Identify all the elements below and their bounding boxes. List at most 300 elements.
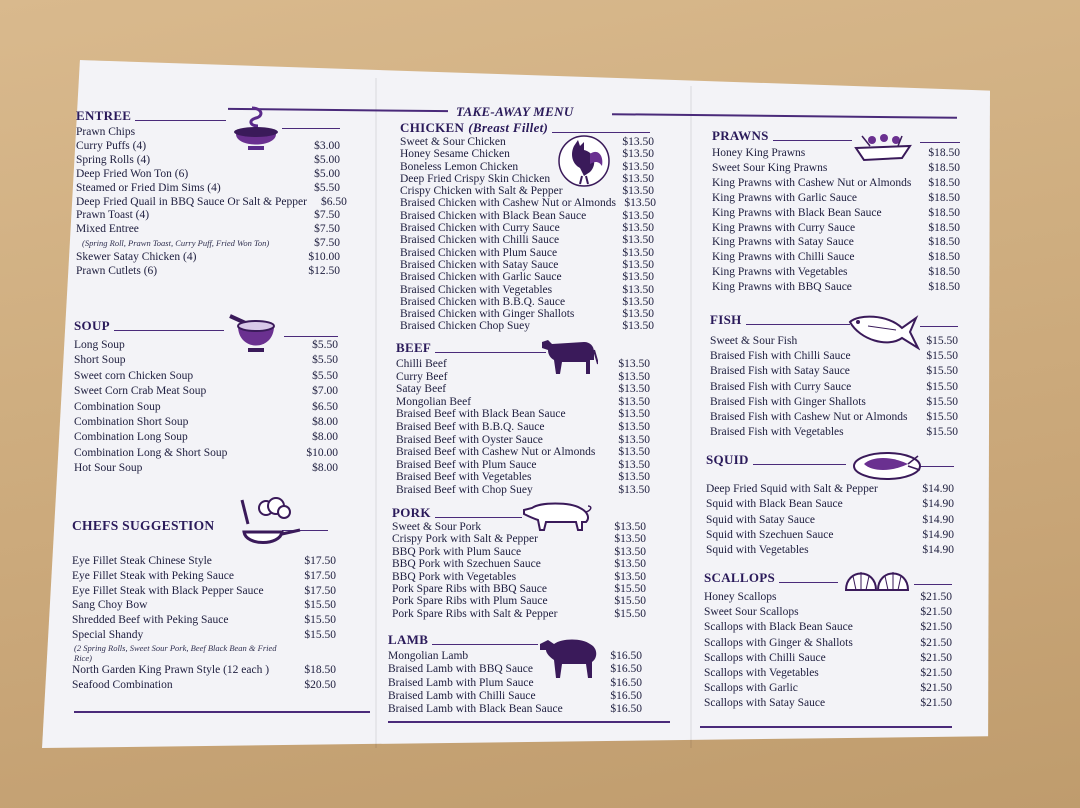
menu-item-name: Boneless Lemon Chicken	[400, 160, 519, 173]
menu-item	[400, 247, 654, 259]
menu-item-price: $18.50	[928, 206, 960, 219]
menu-item	[392, 608, 646, 620]
menu-item-name: King Prawns with Satay Sauce	[712, 236, 854, 249]
menu-item-price: $15.50	[304, 599, 336, 612]
menu-item-name: Mixed Entree	[76, 223, 139, 236]
menu-item	[400, 234, 654, 246]
menu-item-name: Sweet Sour King Prawns	[712, 161, 828, 174]
menu-item-name: Sweet & Sour Fish	[710, 335, 798, 347]
menu-item	[712, 191, 960, 206]
menu-item-name: Curry Beef	[396, 370, 448, 383]
menu-item-name: Satay Beef	[396, 383, 447, 396]
scallops-heading: SCALLOPS	[704, 570, 776, 585]
menu-item-name: Scallops with Chilli Sauce	[704, 651, 826, 664]
menu-item-price: $17.50	[304, 555, 336, 567]
menu-item	[704, 620, 952, 635]
menu-item	[396, 434, 650, 447]
menu-item-price: $21.50	[920, 591, 952, 603]
menu-item-name: Deep Fried Quail in BBQ Sauce Or Salt & Pepper	[76, 195, 307, 208]
menu-item-price: $21.50	[920, 636, 952, 649]
menu-item	[706, 543, 954, 558]
wok-chef-icon	[236, 494, 302, 550]
menu-item-price: $15.50	[926, 335, 958, 347]
menu-item-price: $16.50	[610, 689, 642, 702]
dish-steam-icon	[232, 104, 280, 154]
menu-item	[704, 605, 952, 620]
menu-item	[388, 650, 642, 663]
bottom-rule	[74, 711, 370, 713]
menu-item-price: $18.50	[928, 281, 960, 294]
menu-item-name: Short Soup	[74, 354, 126, 367]
menu-item-name: Honey Sesame Chicken	[400, 148, 510, 161]
menu-item-name: Prawn Cutlets (6)	[76, 265, 158, 278]
menu-item	[400, 259, 654, 271]
menu-item	[76, 140, 340, 154]
menu-item-name: Skewer Satay Chicken (4)	[76, 251, 197, 264]
menu-item-name: Braised Beef with Vegetables	[396, 471, 532, 484]
menu-item-name: Prawn Chips	[76, 126, 136, 138]
menu-item-name: Sang Choy Bow	[72, 599, 148, 612]
menu-item	[72, 554, 336, 569]
menu-item-price: $12.50	[308, 265, 340, 278]
menu-item	[400, 296, 654, 308]
menu-item-name: Sweet corn Chicken Soup	[74, 369, 194, 382]
menu-item-name: Braised Chicken with Black Bean Sauce	[400, 209, 587, 222]
squid-heading: SQUID	[706, 452, 749, 467]
menu-item	[74, 430, 338, 445]
menu-item-price: $21.50	[920, 606, 952, 619]
menu-item	[710, 334, 958, 349]
prawn-platter-icon	[852, 128, 914, 164]
menu-item-price: $13.50	[622, 222, 654, 235]
menu-item-name: Deep Fried Crispy Skin Chicken	[400, 172, 551, 185]
menu-item-name: Eye Fillet Steak with Peking Sauce	[72, 569, 234, 582]
menu-item-price: $5.50	[312, 339, 338, 351]
menu-item-price: $14.90	[922, 498, 954, 511]
menu-item	[392, 558, 646, 570]
menu-item-name: King Prawns with Curry Sauce	[712, 221, 856, 234]
menu-item-name: Special Shandy	[72, 628, 144, 641]
menu-item-name: Prawn Toast (4)	[76, 209, 150, 222]
menu-item-name: King Prawns with Cashew Nut or Almonds	[712, 176, 912, 189]
menu-item-name: Honey Scallops	[704, 591, 777, 603]
menu-item	[400, 197, 654, 209]
menu-item	[710, 380, 958, 395]
menu-item-name: Scallops with Satay Sauce	[704, 697, 826, 710]
scallops-section	[704, 570, 952, 712]
menu-item-name: Braised Chicken with Chilli Sauce	[400, 234, 560, 247]
beef-heading: BEEF	[396, 340, 432, 355]
menu-item-name: Scallops with Black Bean Sauce	[704, 621, 853, 634]
menu-item	[76, 223, 340, 237]
menu-item-name: Mongolian Beef	[396, 395, 472, 408]
chicken-section	[400, 120, 654, 333]
menu-item-name: Braised Fish with Cashew Nut or Almonds	[710, 411, 908, 424]
menu-item-name: Braised Lamb with Black Bean Sauce	[388, 703, 563, 716]
soup-section	[74, 318, 338, 477]
menu-item-price: $5.00	[314, 153, 340, 166]
menu-item	[72, 613, 336, 628]
menu-item-note: (2 Spring Rolls, Sweet Sour Pork, Beef Black Bean & Fried Rice)	[74, 642, 277, 663]
menu-item-price: $13.50	[618, 471, 650, 484]
menu-item-price: $21.50	[920, 697, 952, 710]
menu-item-price: $13.50	[622, 295, 654, 308]
menu-item	[396, 446, 650, 459]
menu-item-name: Braised Fish with Curry Sauce	[710, 380, 852, 393]
menu-item	[706, 513, 954, 528]
menu-item	[396, 484, 650, 497]
menu-item	[72, 663, 336, 678]
menu-item-name: Sweet Sour Scallops	[704, 606, 799, 619]
menu-item-price: $13.50	[622, 172, 654, 185]
menu-item-price: $14.90	[922, 483, 954, 495]
menu-item-name: Pork Spare Ribs with Salt & Pepper	[392, 607, 558, 620]
fish-icon	[848, 310, 920, 356]
menu-item-name: Seafood Combination	[72, 678, 173, 691]
menu-item-price: $13.50	[618, 358, 650, 370]
menu-item-price: $13.50	[622, 136, 654, 148]
menu-item	[396, 358, 650, 371]
menu-item-name: Braised Chicken with B.B.Q. Sauce	[400, 295, 566, 308]
menu-item	[76, 195, 347, 210]
menu-item	[712, 221, 960, 236]
menu-item	[706, 497, 954, 512]
menu-item-price: $3.00	[314, 139, 340, 152]
menu-item-price: $8.00	[312, 462, 338, 475]
menu-item	[76, 237, 340, 251]
menu-item-price: $18.50	[928, 266, 960, 279]
menu-item-name: (Spring Roll, Prawn Toast, Curry Puff, Fried Won Ton)	[82, 238, 270, 249]
soup-bowl-icon	[228, 312, 280, 356]
menu-item-price: $15.50	[926, 426, 958, 439]
menu-item-name: Sweet & Sour Pork	[392, 521, 482, 533]
menu-item-price: $15.50	[614, 595, 646, 608]
menu-item	[712, 161, 960, 176]
menu-item-name: Steamed or Fried Dim Sims (4)	[76, 181, 221, 194]
menu-item-name: Crispy Pork with Salt & Pepper	[392, 533, 538, 546]
menu-item-price: $13.50	[622, 160, 654, 173]
menu-item-price: $13.50	[622, 320, 654, 333]
menu-item	[74, 400, 338, 415]
menu-item	[704, 651, 952, 666]
menu-item-name: Braised Chicken with Cashew Nut or Almonds	[400, 197, 616, 210]
menu-item-price: $7.50	[314, 223, 340, 236]
menu-item-price: $18.50	[304, 663, 336, 676]
menu-item-price: $13.50	[622, 246, 654, 259]
menu-item-price: $13.50	[622, 148, 654, 161]
menu-item-price: $6.50	[312, 400, 338, 413]
menu-item	[396, 459, 650, 472]
prawns-section	[712, 128, 960, 295]
menu-item	[400, 185, 654, 197]
menu-item	[400, 222, 654, 234]
menu-item-price: $16.50	[610, 676, 642, 689]
menu-item-price: $13.50	[618, 370, 650, 383]
menu-item-name: Squid with Black Bean Sauce	[706, 498, 843, 511]
menu-item	[74, 415, 338, 430]
menu-item	[400, 320, 654, 332]
menu-item-name: Braised Lamb with BBQ Sauce	[388, 663, 534, 676]
menu-item	[72, 678, 336, 693]
menu-item-price: $18.50	[928, 161, 960, 174]
menu-item-name: Braised Fish with Satay Sauce	[710, 365, 850, 378]
pig-icon	[520, 496, 594, 534]
menu-item	[392, 533, 646, 545]
menu-item-name: North Garden King Prawn Style (12 each )	[72, 663, 270, 676]
menu-item-name: Scallops with Vegetables	[704, 667, 819, 680]
cow-icon	[538, 334, 598, 378]
menu-item	[704, 636, 952, 651]
menu-item	[400, 210, 654, 222]
menu-item-name: Braised Chicken with Curry Sauce	[400, 222, 560, 235]
menu-item-price: $5.50	[312, 369, 338, 382]
menu-item-price: $13.50	[622, 258, 654, 271]
menu-item-price: $15.50	[614, 607, 646, 620]
menu-item	[712, 176, 960, 191]
menu-item	[400, 148, 654, 160]
menu-item	[388, 677, 642, 690]
menu-item-price: $13.50	[614, 570, 646, 583]
menu-item-name: Crispy Chicken with Salt & Pepper	[400, 185, 563, 198]
menu-item-price: $7.50	[314, 237, 340, 250]
menu-item	[74, 338, 338, 353]
menu-item	[396, 421, 650, 434]
menu-item-name: Sweet & Sour Chicken	[400, 136, 506, 148]
menu-item	[396, 396, 650, 409]
menu-item	[712, 280, 960, 295]
beef-section	[396, 340, 650, 497]
menu-item-name: Combination Soup	[74, 400, 161, 413]
menu-item-name: Deep Fried Won Ton (6)	[76, 167, 189, 180]
menu-item-name: Braised Lamb with Chilli Sauce	[388, 689, 536, 702]
menu-item-price: $13.50	[622, 234, 654, 247]
menu-item-name: Braised Beef with Chop Suey	[396, 483, 533, 496]
menu-item	[710, 349, 958, 364]
menu-item-price: $10.00	[308, 251, 340, 264]
menu-item	[76, 209, 340, 223]
menu-item-name: Braised Chicken with Garlic Sauce	[400, 271, 562, 284]
menu-item	[76, 265, 340, 279]
menu-item-price: $14.90	[922, 544, 954, 557]
menu-item-price: $18.50	[928, 221, 960, 234]
menu-item	[392, 546, 646, 558]
menu-item-price: $21.50	[920, 621, 952, 634]
menu-item-name: Sweet Corn Crab Meat Soup	[74, 385, 207, 398]
menu-item	[396, 383, 650, 396]
menu-item-price: $20.50	[304, 678, 336, 691]
menu-item-name: Scallops with Garlic	[704, 682, 798, 695]
menu-item-price: $16.50	[610, 703, 642, 716]
menu-item	[400, 173, 654, 185]
menu-item-price: $13.50	[618, 446, 650, 459]
menu-item	[396, 471, 650, 484]
menu-item	[76, 154, 340, 168]
menu-item	[76, 182, 340, 196]
menu-item-price: $7.50	[314, 209, 340, 222]
menu-item	[706, 528, 954, 543]
menu-item-name: BBQ Pork with Vegetables	[392, 570, 517, 583]
menu-item-price: $5.50	[314, 181, 340, 194]
menu-item-price: $7.00	[312, 385, 338, 398]
menu-item-name: Long Soup	[74, 339, 125, 351]
menu-item-name: Honey King Prawns	[712, 147, 806, 159]
menu-item-name: Hot Sour Soup	[74, 462, 143, 475]
menu-item-name: Scallops with Ginger & Shallots	[704, 636, 853, 649]
menu-item	[396, 408, 650, 421]
menu-item	[76, 168, 340, 182]
menu-item-name: King Prawns with BBQ Sauce	[712, 281, 852, 294]
menu-item-price: $18.50	[928, 236, 960, 249]
menu-item-name: Braised Chicken Chop Suey	[400, 320, 530, 333]
menu-item	[74, 353, 338, 368]
menu-item-price: $13.50	[618, 383, 650, 396]
bottom-rule	[700, 726, 952, 728]
menu-item-name: King Prawns with Chilli Sauce	[712, 251, 855, 264]
menu-item-price: $15.50	[926, 365, 958, 378]
menu-item	[400, 308, 654, 320]
menu-item-name: Braised Beef with Black Bean Sauce	[396, 408, 566, 421]
menu-item-price: $14.90	[922, 513, 954, 526]
menu-item-price: $16.50	[610, 650, 642, 662]
menu-item-price: $13.50	[624, 197, 656, 210]
menu-item	[704, 681, 952, 696]
menu-item-price: $5.00	[314, 167, 340, 180]
menu-item-name: Braised Lamb with Plum Sauce	[388, 676, 534, 689]
menu-item-price: $6.50	[321, 195, 347, 208]
menu-item-name: Braised Beef with Oyster Sauce	[396, 433, 543, 446]
menu-item-price: $5.50	[312, 354, 338, 367]
menu-item	[388, 663, 642, 676]
fish-section	[710, 312, 958, 440]
menu-item-price: $15.50	[304, 628, 336, 641]
menu-item-price: $13.50	[614, 521, 646, 533]
menu-item	[704, 696, 952, 711]
menu-item	[704, 666, 952, 681]
menu-item	[396, 371, 650, 384]
menu-item	[710, 364, 958, 379]
menu-item-price: $13.50	[622, 185, 654, 198]
menu-item	[74, 384, 338, 399]
menu-item	[72, 569, 336, 584]
pork-heading: PORK	[392, 505, 431, 520]
menu-item-price: $18.50	[928, 251, 960, 264]
menu-item	[706, 482, 954, 497]
bottom-rule	[388, 721, 670, 723]
menu-item-price: $15.50	[614, 583, 646, 596]
menu-item-name: Braised Fish with Chilli Sauce	[710, 350, 851, 363]
lamb-heading: LAMB	[388, 632, 429, 647]
menu-item-price: $13.50	[614, 533, 646, 546]
menu-item	[72, 598, 336, 613]
menu-item-price: $13.50	[622, 271, 654, 284]
menu-item-price: $21.50	[920, 682, 952, 695]
menu-item-price: $13.50	[614, 545, 646, 558]
menu-title: TAKE-AWAY MENU	[456, 104, 574, 119]
pork-section	[392, 505, 646, 620]
menu-item-price: $17.50	[304, 569, 336, 582]
menu-item	[710, 410, 958, 425]
menu-item-price: $15.50	[304, 614, 336, 627]
menu-item-name: Deep Fried Squid with Salt & Pepper	[706, 483, 878, 495]
menu-item-name: Braised Chicken with Vegetables	[400, 283, 553, 296]
menu-item-name: Squid with Szechuen Sauce	[706, 528, 834, 541]
menu-item-name: Braised Beef with Plum Sauce	[396, 458, 537, 471]
menu-item-price: $15.50	[926, 380, 958, 393]
menu-item	[74, 446, 338, 461]
menu-item	[712, 235, 960, 250]
menu-item	[710, 425, 958, 440]
menu-item-price: $10.00	[306, 446, 338, 459]
paper-fold	[690, 86, 692, 748]
menu-item	[392, 571, 646, 583]
squid-dish-icon	[852, 446, 922, 482]
scallop-shells-icon	[842, 560, 912, 600]
menu-item-price: $13.50	[614, 558, 646, 571]
menu-item-name: Braised Fish with Ginger Shallots	[710, 395, 866, 408]
soup-heading: SOUP	[74, 318, 110, 333]
menu-item-name: BBQ Pork with Szechuen Sauce	[392, 558, 541, 571]
menu-item-price: $15.50	[926, 411, 958, 424]
menu-item	[712, 206, 960, 221]
menu-item-name: Braised Fish with Vegetables	[710, 426, 844, 439]
menu-item	[388, 703, 642, 716]
menu-item-price: $13.50	[622, 283, 654, 296]
prawns-heading: PRAWNS	[712, 128, 769, 143]
entree-section	[76, 108, 347, 279]
menu-item-price: $13.50	[622, 209, 654, 222]
menu-item-price: $18.50	[928, 176, 960, 189]
menu-item-name: Squid with Satay Sauce	[706, 513, 815, 526]
menu-item-price: $17.50	[304, 584, 336, 597]
chicken-heading: CHICKEN	[400, 120, 465, 135]
menu-item	[400, 284, 654, 296]
menu-item-price: $16.50	[610, 663, 642, 676]
menu-item-name: Eye Fillet Steak with Black Pepper Sauce	[72, 584, 264, 597]
menu-item-name: Curry Puffs (4)	[76, 139, 147, 152]
menu-item-name: Braised Chicken with Ginger Shallots	[400, 308, 575, 321]
menu-item-name: King Prawns with Garlic Sauce	[712, 191, 857, 204]
menu-item	[704, 590, 952, 605]
menu-item-name: Mongolian Lamb	[388, 650, 469, 662]
menu-item-name: Braised Beef with Cashew Nut or Almonds	[396, 446, 596, 459]
entree-heading: ENTREE	[76, 108, 132, 123]
menu-item-name: Squid with Vegetables	[706, 544, 809, 557]
menu-item-price: $13.50	[622, 308, 654, 321]
menu-item-price: $13.50	[618, 458, 650, 471]
menu-item-name: Braised Beef with B.B.Q. Sauce	[396, 420, 545, 433]
chicken-subheading: (Breast Fillet)	[468, 120, 549, 135]
lamb-section	[388, 632, 642, 716]
menu-item-price: $18.50	[928, 191, 960, 204]
menu-item-name: Shredded Beef with Peking Sauce	[72, 614, 229, 627]
menu-item	[400, 271, 654, 283]
menu-item	[388, 690, 642, 703]
chefs-heading: CHEFS SUGGESTION	[72, 518, 215, 533]
menu-item-name: King Prawns with Black Bean Sauce	[712, 206, 882, 219]
menu-item-name: BBQ Pork with Plum Sauce	[392, 545, 522, 558]
menu-item-name: Spring Rolls (4)	[76, 153, 151, 166]
menu-item-price: $13.50	[618, 420, 650, 433]
paper-fold	[375, 78, 377, 748]
menu-item-name: Braised Chicken with Satay Sauce	[400, 258, 559, 271]
menu-item-name: Braised Chicken with Plum Sauce	[400, 246, 558, 259]
menu-item	[712, 146, 960, 161]
menu-item-price: $18.50	[928, 147, 960, 159]
menu-item-name: Pork Spare Ribs with BBQ Sauce	[392, 583, 547, 596]
menu-item-name: Pork Spare Ribs with Plum Sauce	[392, 595, 548, 608]
menu-item	[710, 395, 958, 410]
menu-item	[392, 521, 646, 533]
